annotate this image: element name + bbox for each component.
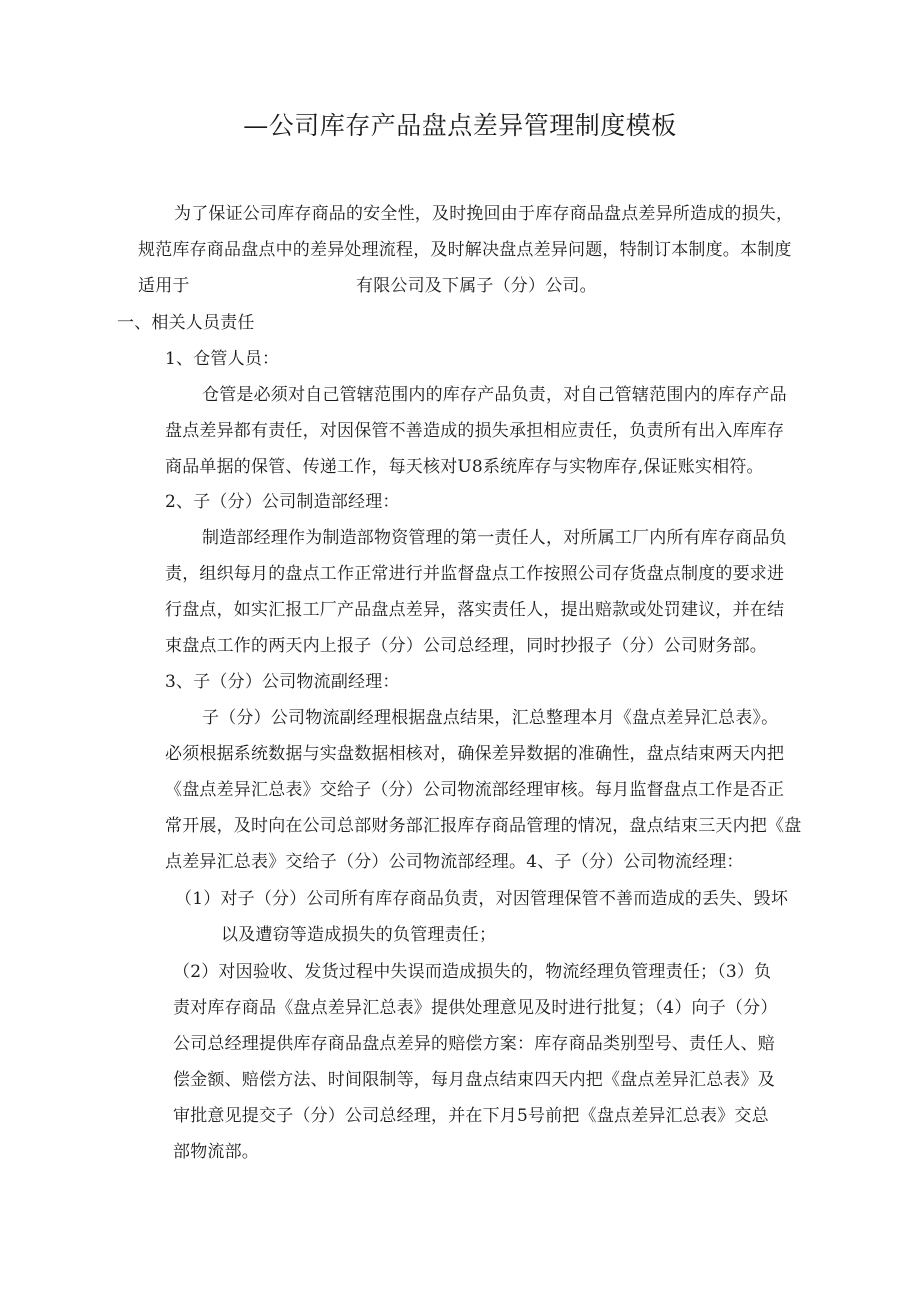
paragraph-line: 盘点差异都有责任，对因保管不善造成的损失承担相应责任，负责所有出入库库存 bbox=[165, 421, 785, 441]
sub-item-line: 以及遭窃等造成损失的负管理责任； bbox=[221, 925, 497, 945]
sub-item-line: 部物流部。 bbox=[173, 1142, 259, 1162]
paragraph-line: 常开展，及时向在公司总部财务部汇报库存商品管理的情况，盘点结束三天内把《盘 bbox=[165, 816, 802, 836]
sub-item-line: （2）对因验收、发货过程中失误而造成损失的，物流经理负管理责任；（3）负 bbox=[173, 962, 772, 982]
paragraph-line: 点差异汇总表》交给子（分）公司物流部经理。4、子（分）公司物流经理： bbox=[165, 852, 744, 872]
document-title: —公司库存产品盘点差异管理制度模板 bbox=[243, 111, 677, 140]
sub-item-line: 公司总经理提供库存商品盘点差异的赔偿方案：库存商品类别型号、责任人、赔 bbox=[173, 1034, 775, 1054]
paragraph-line: 仓管是必须对自己管辖范围内的库存产品负责，对自己管辖范围内的库存产品 bbox=[202, 385, 787, 405]
paragraph-line: 责，组织每月的盘点工作正常进行并监督盘点工作按照公司存货盘点制度的要求进 bbox=[165, 564, 785, 584]
item-heading: 3、子（分）公司物流副经理： bbox=[165, 672, 400, 692]
section-heading: 一、相关人员责任 bbox=[117, 313, 255, 333]
sub-item-line: 偿金额、赔偿方法、时间限制等，每月盘点结束四天内把《盘点差异汇总表》及 bbox=[173, 1070, 775, 1090]
sub-item-line: 审批意见提交子（分）公司总经理，并在下月5号前把《盘点差异汇总表》交总 bbox=[173, 1106, 769, 1126]
paragraph-line: 束盘点工作的两天内上报子（分）公司总经理，同时抄报子（分）公司财务部。 bbox=[165, 636, 767, 656]
intro-line: 规范库存商品盘点中的差异处理流程，及时解决盘点差异问题，特制订本制度。本制度 bbox=[138, 240, 792, 260]
intro-line: 有限公司及下属子（分）公司。 bbox=[356, 276, 597, 296]
sub-item-line: （1）对子（分）公司所有库存商品负责，对因管理保管不善而造成的丢失、毁坏 bbox=[175, 889, 789, 909]
item-heading: 2、子（分）公司制造部经理： bbox=[165, 492, 400, 512]
intro-line: 为了保证公司库存商品的安全性，及时挽回由于库存商品盘点差异所造成的损失， bbox=[174, 204, 794, 224]
paragraph-line: 必须根据系统数据与实盘数据相核对，确保差异数据的准确性，盘点结束两天内把 bbox=[165, 744, 785, 764]
paragraph-line: 《盘点差异汇总表》交给子（分）公司物流部经理审核。每月监督盘点工作是否正 bbox=[165, 780, 785, 800]
intro-line: 适用于 bbox=[138, 276, 190, 296]
item-heading: 1、仓管人员： bbox=[165, 349, 280, 369]
paragraph-line: 子（分）公司物流副经理根据盘点结果，汇总整理本月《盘点差异汇总表》。 bbox=[202, 708, 779, 728]
paragraph-line: 商品单据的保管、传递工作，每天核对U8系统库存与实物库存,保证账实相符。 bbox=[165, 457, 764, 477]
sub-item-line: 责对库存商品《盘点差异汇总表》提供处理意见及时进行批复；（4）向子（分） bbox=[173, 998, 778, 1018]
paragraph-line: 制造部经理作为制造部物资管理的第一责任人，对所属工厂内所有库存商品负 bbox=[202, 528, 787, 548]
paragraph-line: 行盘点，如实汇报工厂产品盘点差异，落实责任人，提出赔款或处罚建议，并在结 bbox=[165, 600, 785, 620]
